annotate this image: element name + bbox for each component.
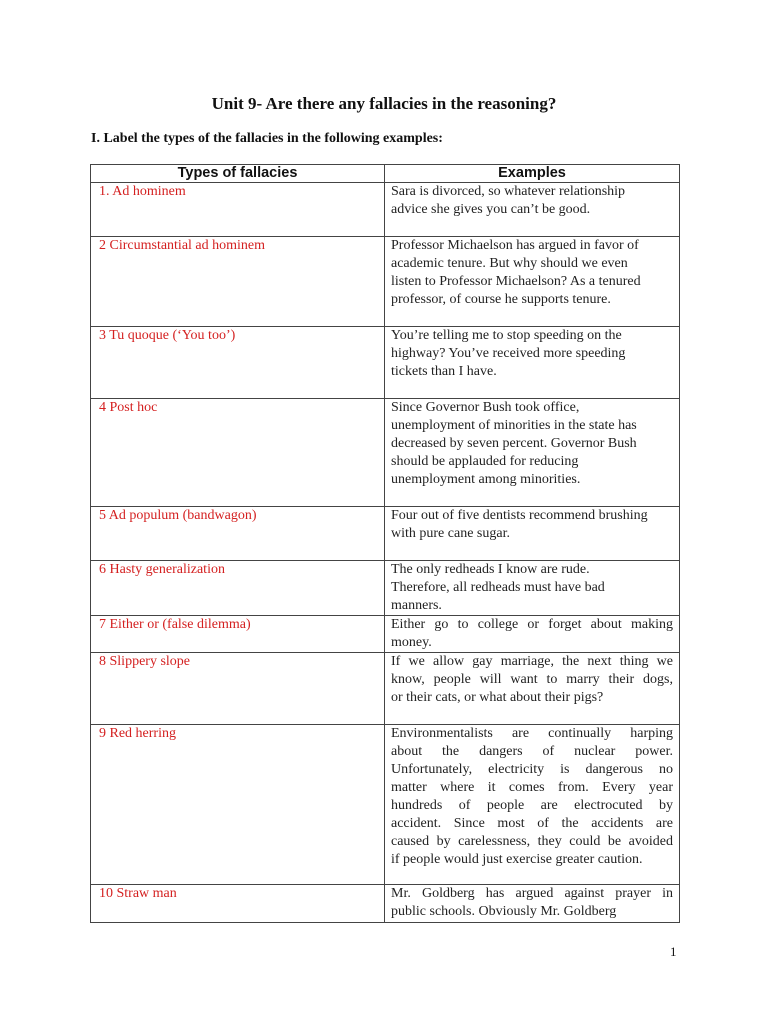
example-line: decreased by seven percent. Governor Bush [391, 436, 637, 451]
fallacy-type: 10 Straw man [91, 885, 385, 923]
example-line: unemployment among minorities. [391, 472, 581, 487]
example-line: tickets than I have. [391, 364, 497, 379]
example-line: caused by carelessness, they could be avoided [391, 834, 673, 849]
page-title: Unit 9- Are there any fallacies in the reasoning? [211, 94, 557, 113]
table-row [91, 885, 680, 923]
table-header-row [91, 165, 680, 183]
example-line: You’re telling me to stop speeding on the [391, 328, 622, 343]
example-line: Sara is divorced, so whatever relationship [391, 184, 626, 199]
fallacy-type: 4 Post hoc [91, 399, 385, 507]
fallacy-example [385, 725, 680, 885]
example-line: public schools. Obviously Mr. Goldberg [391, 904, 617, 919]
fallacy-example [385, 885, 680, 923]
example-line: Unfortunately, electricity is dangerous no [391, 762, 673, 777]
fallacy-example [385, 507, 680, 561]
fallacy-example [385, 653, 680, 725]
example-line: Mr. Goldberg has argued against prayer in [391, 886, 673, 901]
table-row [91, 399, 680, 507]
fallacy-type: 3 Tu quoque (‘You too’) [91, 327, 385, 399]
page-number: 1 [670, 944, 677, 959]
fallacies-table [90, 164, 680, 923]
example-line: Environmentalists are continually harping [391, 726, 673, 741]
table-row [91, 653, 680, 725]
example-line: academic tenure. But why should we even [391, 256, 628, 271]
fallacy-type: 8 Slippery slope [91, 653, 385, 725]
example-line: professor, of course he supports tenure. [391, 292, 611, 307]
fallacy-type: 1. Ad hominem [91, 183, 385, 237]
example-line: If we allow gay marriage, the next thing we [391, 654, 673, 669]
table-row [91, 725, 680, 885]
fallacy-type: 5 Ad populum (bandwagon) [91, 507, 385, 561]
fallacy-type: 6 Hasty generalization [91, 561, 385, 616]
table-row [91, 183, 680, 237]
example-line: accident. Since most of the accidents are [391, 816, 673, 831]
example-line: Either go to college or forget about making [391, 617, 673, 632]
example-line: advice she gives you can’t be good. [391, 202, 591, 217]
fallacy-type: 2 Circumstantial ad hominem [91, 237, 385, 327]
example-line: Since Governor Bush took office, [391, 400, 580, 415]
table-row [91, 507, 680, 561]
example-line: Therefore, all redheads must have bad [391, 580, 605, 595]
example-line: listen to Professor Michaelson? As a tenured [391, 274, 641, 289]
example-line: Four out of five dentists recommend brushing [391, 508, 648, 523]
fallacy-example [385, 327, 680, 399]
fallacy-example [385, 183, 680, 237]
fallacy-example [385, 399, 680, 507]
fallacy-type: 9 Red herring [91, 725, 385, 885]
example-line: about the dangers of nuclear power. [391, 744, 673, 759]
example-line: manners. [391, 598, 442, 613]
table-row [91, 561, 680, 616]
header-types: Types of fallacies [91, 165, 385, 183]
example-line: unemployment of minorities in the state has [391, 418, 637, 433]
example-line: highway? You’ve received more speeding [391, 346, 626, 361]
fallacy-type: 7 Either or (false dilemma) [91, 616, 385, 653]
table-row [91, 327, 680, 399]
example-line: should be applauded for reducing [391, 454, 579, 469]
instruction-heading: I. Label the types of the fallacies in the following examples: [91, 131, 443, 146]
example-line: know, people will want to marry their dogs, [391, 672, 673, 687]
example-line: with pure cane sugar. [391, 526, 510, 541]
fallacy-example [385, 616, 680, 653]
table-row [91, 237, 680, 327]
example-line: or their cats, or what about their pigs? [391, 690, 604, 705]
example-line: if people would just exercise greater caution. [391, 852, 643, 867]
fallacy-example [385, 237, 680, 327]
fallacy-example [385, 561, 680, 616]
example-line: money. [391, 635, 432, 650]
example-line: matter where it comes from. Every year [391, 780, 673, 795]
header-examples: Examples [385, 165, 680, 183]
example-line: hundreds of people are electrocuted by [391, 798, 673, 813]
table-row [91, 616, 680, 653]
example-line: The only redheads I know are rude. [391, 562, 590, 577]
example-line: Professor Michaelson has argued in favor of [391, 238, 639, 253]
